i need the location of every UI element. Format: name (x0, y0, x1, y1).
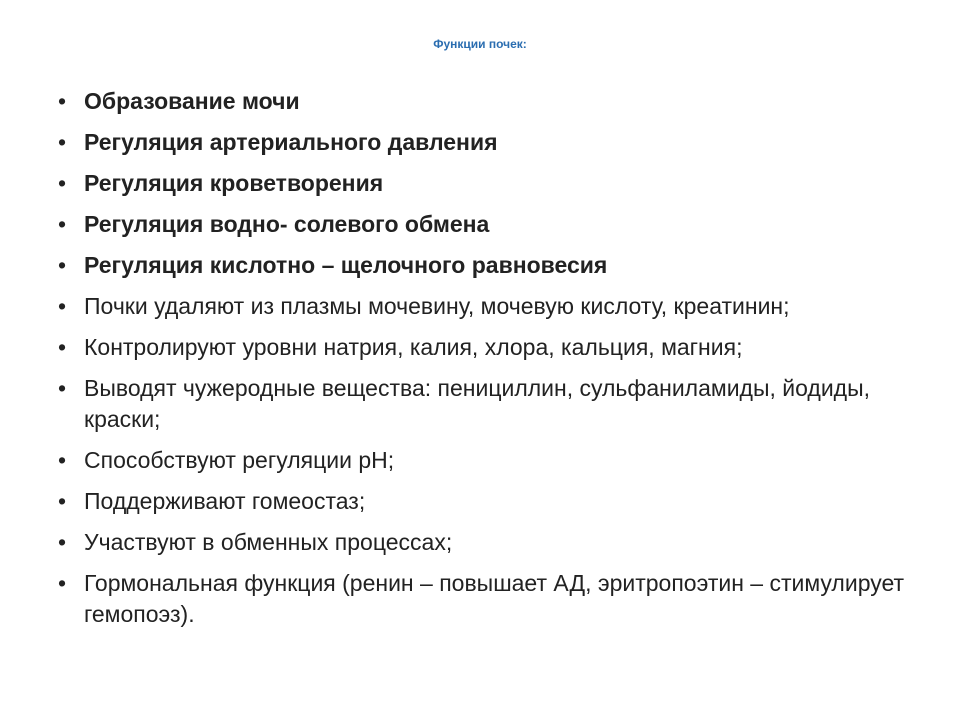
list-item-text: Контролируют уровни натрия, калия, хлора, кальция, магния; (84, 334, 743, 360)
bullet-icon: • (58, 375, 67, 401)
list-item-text: Регуляция кислотно – щелочного равновесия (84, 252, 608, 278)
list-item (58, 445, 918, 476)
list-item-text: Выводят чужеродные вещества: пенициллин, сульфаниламиды, йодиды, краски; (84, 375, 871, 432)
list-item (58, 168, 918, 199)
list-item-text: Гормональная функция (ренин – повышает АД, эритропоэтин – стимулирует гемопоэз). (84, 570, 905, 627)
bullet-icon: • (58, 570, 67, 596)
list-item (58, 486, 918, 517)
bullet-icon: • (58, 334, 67, 360)
list-item-text: Регуляция артериального давления (84, 129, 498, 155)
list-item (58, 86, 918, 117)
list-item-text: Участвуют в обменных процессах; (84, 529, 453, 555)
list-item-text: Регуляция кроветворения (84, 170, 384, 196)
list-item (58, 209, 918, 240)
bullet-icon: • (58, 88, 67, 114)
list-item (58, 568, 918, 630)
list-item (58, 332, 918, 363)
list-item (58, 527, 918, 558)
bullet-icon: • (58, 529, 67, 555)
bullet-icon: • (58, 170, 67, 196)
bullet-icon: • (58, 293, 67, 319)
list-item-text: Почки удаляют из плазмы мочевину, мочевую кислоту, креатинин; (84, 293, 790, 319)
bullet-icon: • (58, 211, 67, 237)
bullet-icon: • (58, 488, 67, 514)
bullet-icon: • (58, 447, 67, 473)
list-item-text: Регуляция водно- солевого обмена (84, 211, 490, 237)
list-item-text: Поддерживают гомеостаз; (84, 488, 366, 514)
list-item (58, 250, 918, 281)
list-item (58, 127, 918, 158)
list-item-text: Образование мочи (84, 88, 300, 114)
list-item (58, 373, 918, 435)
bullet-icon: • (58, 129, 67, 155)
bullet-icon: • (58, 252, 67, 278)
slide-title: Функции почек: (433, 37, 527, 51)
list-item-text: Способствуют регуляции pH; (84, 447, 395, 473)
list-item (58, 291, 918, 322)
bullet-list (58, 86, 918, 640)
